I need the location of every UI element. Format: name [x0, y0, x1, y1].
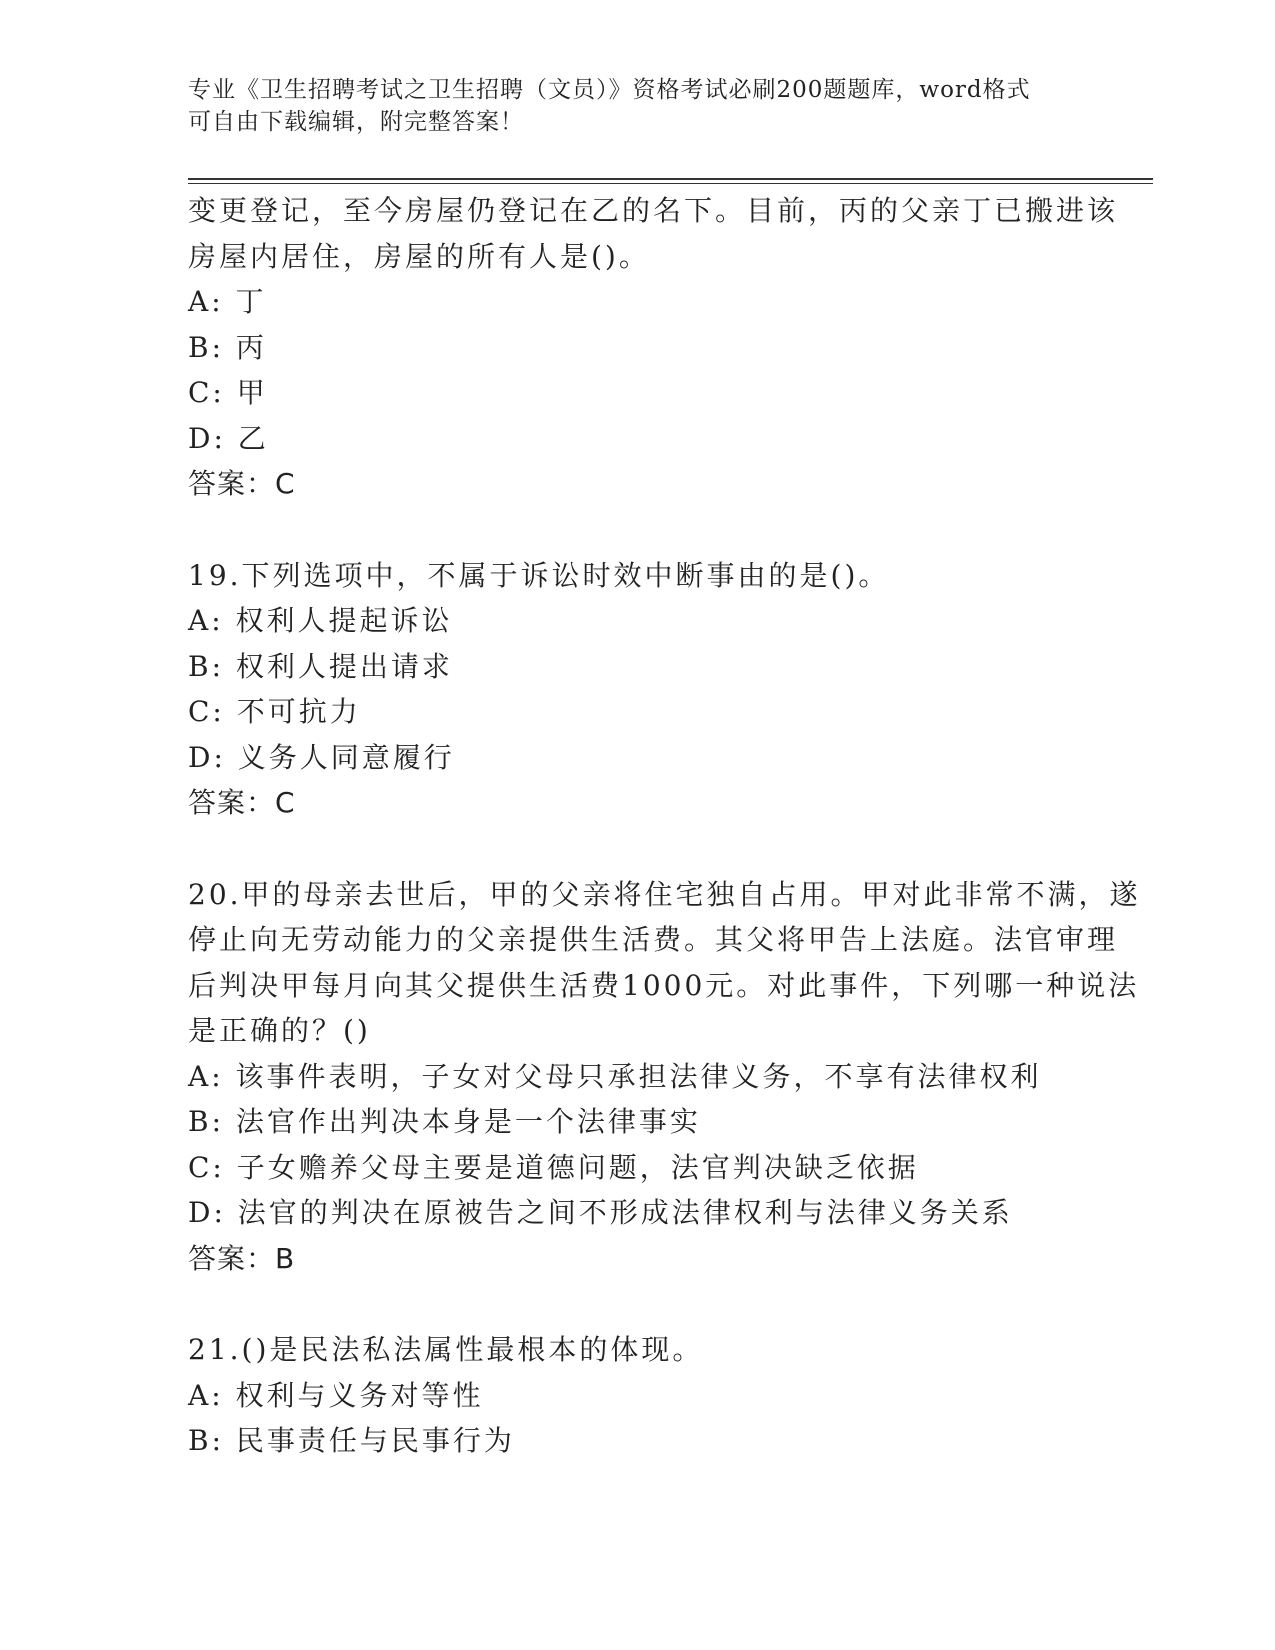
- question-20: [188, 872, 1141, 1282]
- question-text-line: 20.甲的母亲去世后，甲的父亲将住宅独自占用。甲对此非常不满，遂: [188, 877, 1141, 911]
- question-19: [188, 553, 1088, 826]
- option-b: B: 民事责任与民事行为: [188, 1424, 515, 1457]
- option-a: A: 权利人提起诉讼: [188, 604, 453, 637]
- spacer: [188, 507, 1088, 553]
- question-list: [188, 188, 1141, 1464]
- answer-label: 答案：C: [188, 467, 296, 500]
- option-a: A: 该事件表明，子女对父母只承担法律义务，不享有法律权利: [188, 1059, 1042, 1093]
- answer-label: 答案：B: [188, 1241, 296, 1275]
- question-21: [188, 1327, 1088, 1464]
- header-divider-thin: [188, 183, 1153, 184]
- option-d: D: 义务人同意履行: [188, 740, 455, 774]
- question-text-line: 房屋内居住，房屋的所有人是()。: [188, 239, 650, 273]
- document-header: [188, 74, 1088, 138]
- question-text-line: 停止向无劳动能力的父亲提供生活费。其父将甲告上法庭。法官审理: [188, 923, 1119, 956]
- option-b: B: 法官作出判决本身是一个法律事实: [188, 1105, 701, 1138]
- option-c: C: 子女赡养父母主要是道德问题，法官判决缺乏依据: [188, 1150, 919, 1184]
- option-a: A: 丁: [188, 285, 267, 318]
- option-d: D: 乙: [188, 421, 269, 455]
- option-c: C: 甲: [188, 376, 268, 409]
- question-text-line: 是正确的？(): [188, 1014, 371, 1047]
- question-18-continuation: [188, 188, 1119, 507]
- header-title-line-2: 可自由下载编辑，附完整答案！: [188, 109, 524, 135]
- header-divider-thick: [188, 178, 1153, 180]
- spacer: [188, 826, 1088, 872]
- option-a: A: 权利与义务对等性: [188, 1378, 484, 1412]
- answer-label: 答案：C: [188, 786, 296, 819]
- option-b: B: 丙: [188, 330, 267, 364]
- header-title-line-1: 专业《卫生招聘考试之卫生招聘（文员）》资格考试必刷200题题库，word格式: [188, 77, 1031, 103]
- option-c: C: 不可抗力: [188, 695, 361, 728]
- spacer: [188, 1281, 1088, 1327]
- question-text-line: 19.下列选项中，不属于诉讼时效中断事由的是()。: [188, 558, 890, 592]
- option-d: D: 法官的判决在原被告之间不形成法律权利与法律义务关系: [188, 1196, 1013, 1229]
- question-text-line: 21.()是民法私法属性最根本的体现。: [188, 1333, 704, 1366]
- question-text-line: 后判决甲每月向其父提供生活费1000元。对此事件，下列哪一种说法: [188, 968, 1140, 1002]
- question-text-line: 变更登记，至今房屋仍登记在乙的名下。目前，丙的父亲丁已搬进该: [188, 194, 1119, 227]
- option-b: B: 权利人提出请求: [188, 649, 453, 683]
